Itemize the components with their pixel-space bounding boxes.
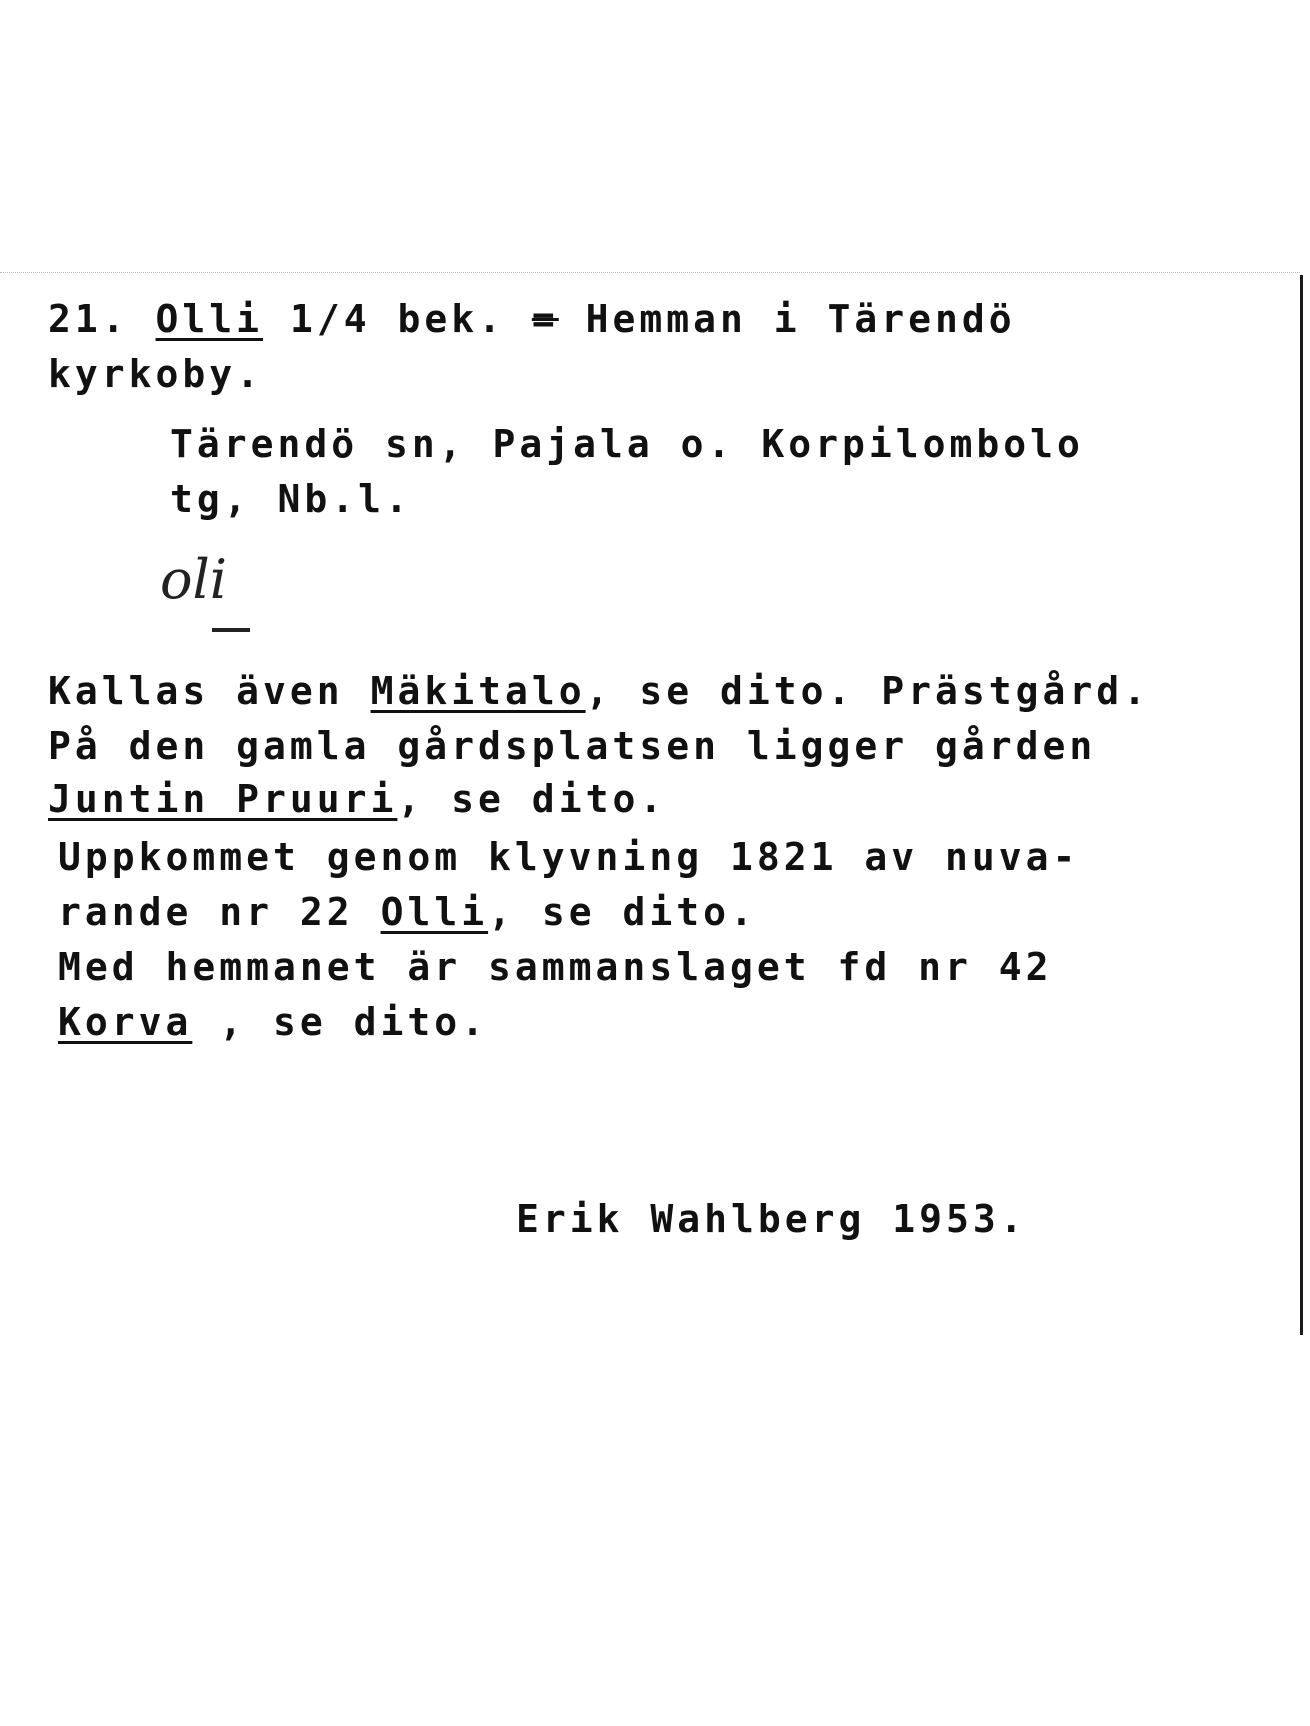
card-top-edge [0,272,1300,273]
note-line-6: Med hemmanet är sammanslaget fd nr 42 [58,945,1053,989]
note-5-text-b: , se dito. [488,890,757,934]
link-korva: Korva [58,1000,193,1044]
note-1-text-b: , se dito. Prästgård. [585,669,1151,713]
link-makitalo: Mäkitalo [370,669,586,713]
note-line-5 [58,890,757,934]
handwritten-underline [212,628,250,632]
note-line-2: På den gamla gårdsplatsen ligger gården [48,724,1097,768]
note-line-3 [48,777,667,821]
entry-number: 21. [48,297,129,341]
note-line-7 [58,1000,489,1044]
note-5-text-a: rande nr 22 [58,890,354,934]
link-juntin-pruuri: Juntin Pruuri [48,777,398,821]
entry-name: Olli [155,297,264,341]
card-right-edge [1300,275,1303,1335]
note-line-4: Uppkommet genom klyvning 1821 av nuva- [58,835,1080,879]
heading-line [48,297,1016,341]
location-line-2: tg, Nb.l. [170,477,412,521]
signature: Erik Wahlberg 1953. [516,1197,1027,1241]
note-3-text-b: , se dito. [397,777,667,821]
note-1-text-a: Kallas även [48,669,344,713]
location-line-1: Tärendö sn, Pajala o. Korpilombolo [170,422,1084,466]
struck-mark: = [531,297,559,341]
link-olli: Olli [380,890,489,934]
note-7-text-b: , se dito. [192,1000,489,1044]
note-line-1 [48,669,1151,713]
entry-share: 1/4 bek. [289,297,505,341]
handwritten-note: oli [160,548,228,611]
entry-type: Hemman i Tärendö [585,297,1016,341]
heading-cont: kyrkoby. [48,352,264,396]
